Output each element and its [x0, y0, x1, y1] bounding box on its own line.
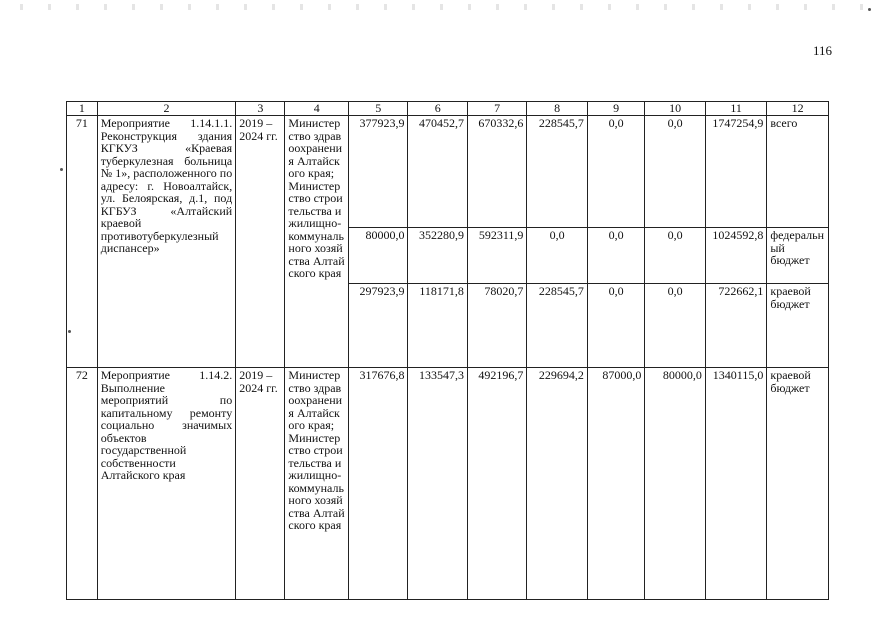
funding-value: 0,0 — [645, 116, 706, 228]
funding-value: 492196,7 — [467, 368, 526, 600]
column-header: 7 — [467, 102, 526, 116]
funding-value: 0,0 — [587, 116, 644, 228]
column-header: 5 — [349, 102, 408, 116]
row-number: 71 — [67, 116, 98, 368]
funding-value: 377923,9 — [349, 116, 408, 228]
funding-value: 87000,0 — [587, 368, 644, 600]
scan-speck — [60, 168, 63, 171]
implementation-period: 2019 – 2024 гг. — [236, 368, 285, 600]
scan-artifact-strip — [20, 4, 880, 10]
column-header: 6 — [408, 102, 467, 116]
header-row — [67, 102, 829, 116]
row-number: 72 — [67, 368, 98, 600]
funding-value: 118171,8 — [408, 284, 467, 368]
program-activities-table — [66, 101, 829, 600]
funding-value: 0,0 — [527, 228, 588, 284]
funding-value: 78020,7 — [467, 284, 526, 368]
funding-value: 0,0 — [587, 228, 644, 284]
funding-value: 592311,9 — [467, 228, 526, 284]
funding-source: краевой бюджет — [767, 284, 829, 368]
funding-source: краевой бюджет — [767, 368, 829, 600]
column-header: 4 — [285, 102, 349, 116]
column-header: 12 — [767, 102, 829, 116]
funding-value: 0,0 — [587, 284, 644, 368]
column-header: 10 — [645, 102, 706, 116]
page-number: 116 — [812, 43, 832, 58]
funding-value: 0,0 — [645, 228, 706, 284]
funding-total: 722662,1 — [705, 284, 767, 368]
column-header: 2 — [97, 102, 235, 116]
responsible-executor: Министерство здравоохранения Алтайского края; Министерство строительства и жилищно-коммунального хозяйства Алтайского края — [285, 368, 349, 600]
funding-value: 133547,3 — [408, 368, 467, 600]
implementation-period: 2019 – 2024 гг. — [236, 116, 285, 368]
funding-value: 317676,8 — [349, 368, 408, 600]
funding-value: 228545,7 — [527, 284, 588, 368]
funding-value: 228545,7 — [527, 116, 588, 228]
funding-value: 0,0 — [645, 284, 706, 368]
funding-total: 1747254,9 — [705, 116, 767, 228]
funding-value: 670332,6 — [467, 116, 526, 228]
funding-total: 1024592,8 — [705, 228, 767, 284]
activity-description: Мероприятие 1.14.2. Выполнение мероприятий по капитальному ремонту социально значимых объектов государственной собственности Алтайского края — [97, 368, 235, 600]
column-header: 3 — [236, 102, 285, 116]
table-row — [67, 368, 829, 600]
funding-source: федеральный бюджет — [767, 228, 829, 284]
funding-value: 470452,7 — [408, 116, 467, 228]
funding-value: 297923,9 — [349, 284, 408, 368]
column-header: 11 — [705, 102, 767, 116]
funding-value: 352280,9 — [408, 228, 467, 284]
column-header: 9 — [587, 102, 644, 116]
funding-source: всего — [767, 116, 829, 228]
column-header: 1 — [67, 102, 98, 116]
responsible-executor: Министерство здравоохранения Алтайского края; Министерство строительства и жилищно-коммунального хозяйства Алтайского края — [285, 116, 349, 368]
funding-total: 1340115,0 — [705, 368, 767, 600]
column-header: 8 — [527, 102, 588, 116]
funding-value: 229694,2 — [527, 368, 588, 600]
funding-value: 80000,0 — [645, 368, 706, 600]
activity-description: Мероприятие 1.14.1.1. Реконструкция здания КГКУЗ «Краевая туберкулезная больница № 1», расположенного по адресу: г. Новоалтайск, ул. Белоярская, д.1, под КГБУЗ «Алтайский краевой противотуберкулезный диспансер» — [97, 116, 235, 368]
scan-speck — [868, 8, 871, 11]
table-row — [67, 116, 829, 228]
funding-value: 80000,0 — [349, 228, 408, 284]
